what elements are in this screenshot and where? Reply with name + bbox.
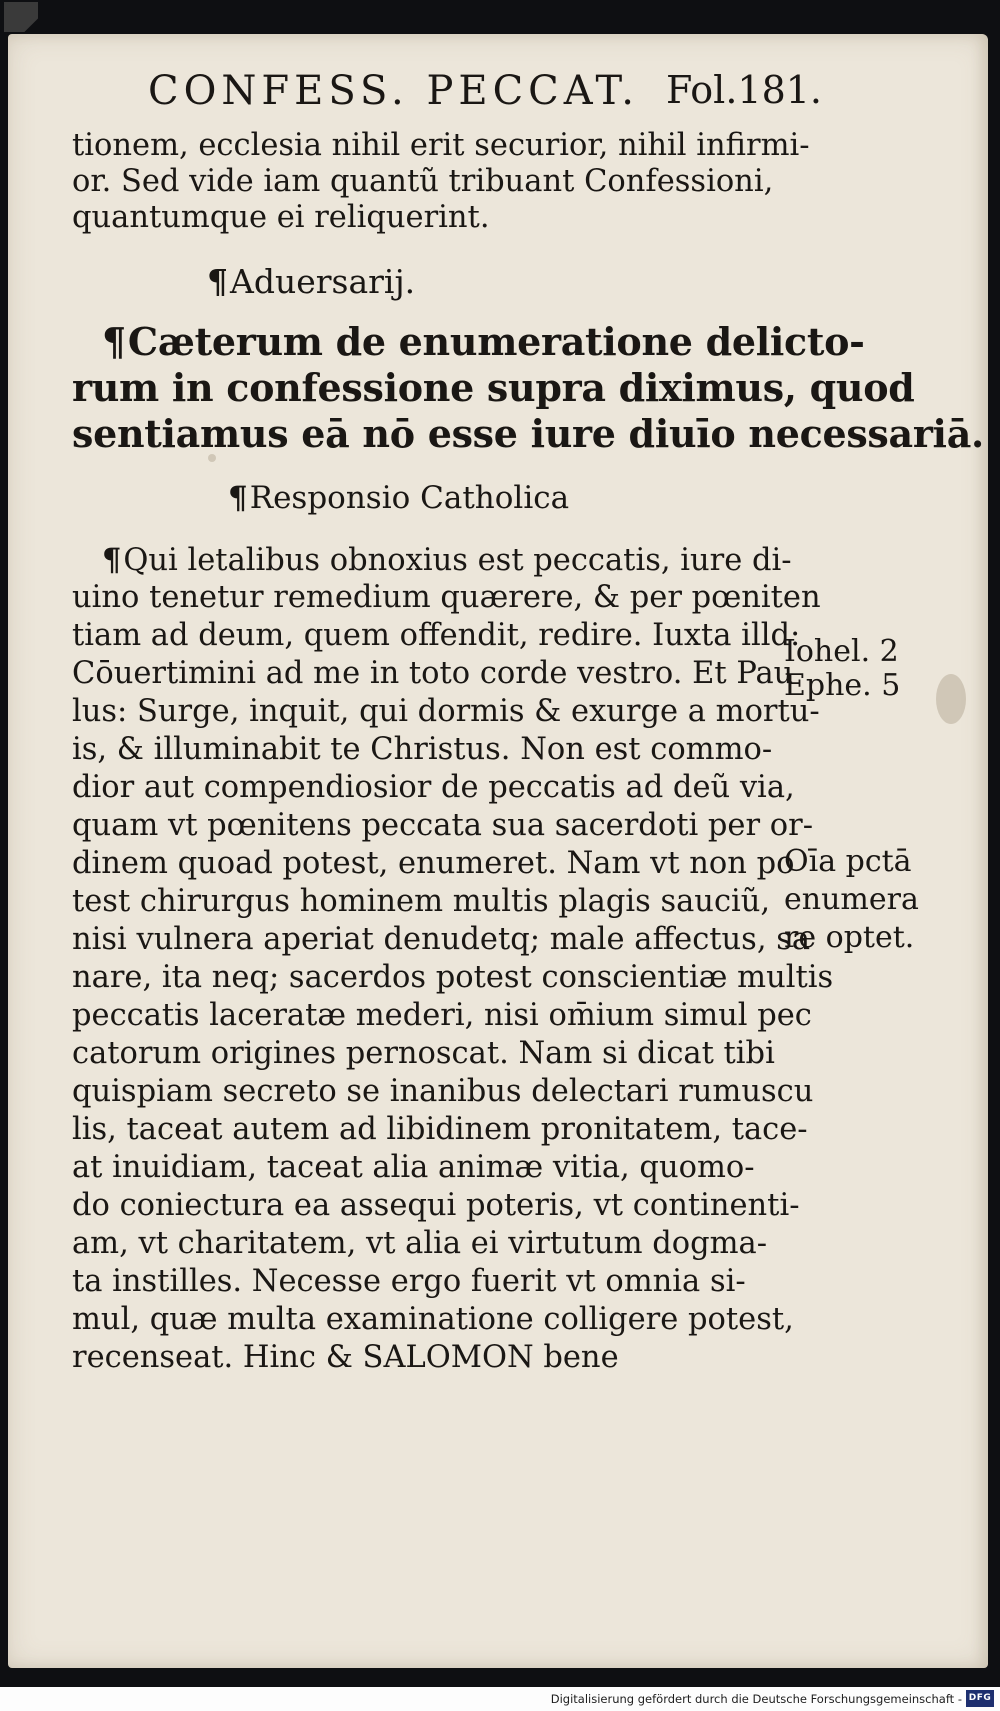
text-line: recenseat. Hinc & SALOMON bene [72, 1340, 619, 1375]
text-line: lis, taceat autem ad libidinem pronitatem, tace- [72, 1112, 808, 1147]
funding-footer [0, 1687, 1000, 1711]
text-line: uino tenetur remedium quærere, & per pœniten [72, 580, 821, 615]
thesis-text: Cæterum de enumeratione delicto- [127, 319, 865, 364]
pilcrow-icon: ¶ [102, 542, 122, 578]
margin-note-oia: Oīa pctā [784, 844, 912, 879]
text-line: tiam ad deum, quem offendit, redire. Iuxta illd: [72, 618, 801, 653]
heading-text: Responsio Catholica [249, 480, 570, 516]
margin-note-optet: re optet. [784, 920, 915, 955]
paragraph-start: Qui letalibus obnoxius est peccatis, iure di- [123, 543, 792, 578]
running-head-title: CONFESS. PECCAT. [148, 68, 639, 114]
text-line: dinem quoad potest, enumeret. Nam vt non po [72, 846, 795, 881]
heading-text: Aduersarij. [230, 262, 416, 301]
text-line: am, vt charitatem, vt alia ei virtutum dogma- [72, 1226, 768, 1261]
text-line: lus: Surge, inquit, qui dormis & exurge a mortu- [72, 694, 820, 729]
text-line: at inuidiam, taceat alia animæ vitia, quomo- [72, 1150, 755, 1185]
dfg-logo: DFG [966, 1690, 994, 1707]
funding-credit: Digitalisierung gefördert durch die Deutsche Forschungsgemeinschaft - [550, 1692, 962, 1706]
text-line: quantumque ei reliquerint. [72, 200, 490, 235]
paper-stain [936, 674, 966, 724]
text-line: peccatis laceratæ mederi, nisi om̄ium simul pec [72, 998, 812, 1033]
thesis-line: rum in confessione supra diximus, quod [72, 365, 915, 410]
text-line: catorum origines pernoscat. Nam si dicat tibi [72, 1036, 775, 1071]
text-line: Cōuertimini ad me in toto corde vestro. Et Pau [72, 656, 794, 691]
text-line: is, & illuminabit te Christus. Non est commo- [72, 732, 773, 767]
text-line: test chirurgus hominem multis plagis sauciũ, [72, 884, 771, 919]
scan-corner-marker [4, 2, 38, 32]
text-line: nisi vulnera aperiat denudetq; male affectus, sa [72, 922, 811, 957]
section-heading-responsio [228, 480, 569, 516]
text-line: quispiam secreto se inanibus delectari rumuscu [72, 1074, 814, 1109]
text-line: ta instilles. Necesse ergo fuerit vt omnia si- [72, 1264, 746, 1299]
pilcrow-icon: ¶ [102, 319, 126, 364]
text-line: tionem, ecclesia nihil erit securior, nihil infirmi- [72, 128, 810, 163]
text-line: mul, quæ multa examinatione colligere potest, [72, 1302, 794, 1337]
margin-note-ephe: Ephe. 5 [784, 668, 901, 703]
margin-note-iohel: Iohel. 2 [784, 634, 899, 669]
thesis-line [102, 319, 865, 364]
folio-number: Fol.181. [666, 68, 823, 112]
pilcrow-icon: ¶ [228, 480, 248, 516]
text-line: quam vt pœnitens peccata sua sacerdoti per or- [72, 808, 813, 843]
text-line: do coniectura ea assequi poteris, vt continenti- [72, 1188, 800, 1223]
thesis-line: sentiamus eā nō esse iure diuīo necessariā. [72, 411, 984, 456]
pilcrow-icon: ¶ [207, 262, 228, 301]
section-heading-adversarii [207, 264, 415, 300]
text-line: or. Sed vide iam quantũ tribuant Confessioni, [72, 164, 774, 199]
text-line: nare, ita neq; sacerdos potest conscientiæ multis [72, 960, 834, 995]
margin-note-enumera: enumera [784, 882, 919, 917]
text-line [102, 542, 792, 579]
text-line: dior aut compendiosior de peccatis ad deũ via, [72, 770, 795, 805]
